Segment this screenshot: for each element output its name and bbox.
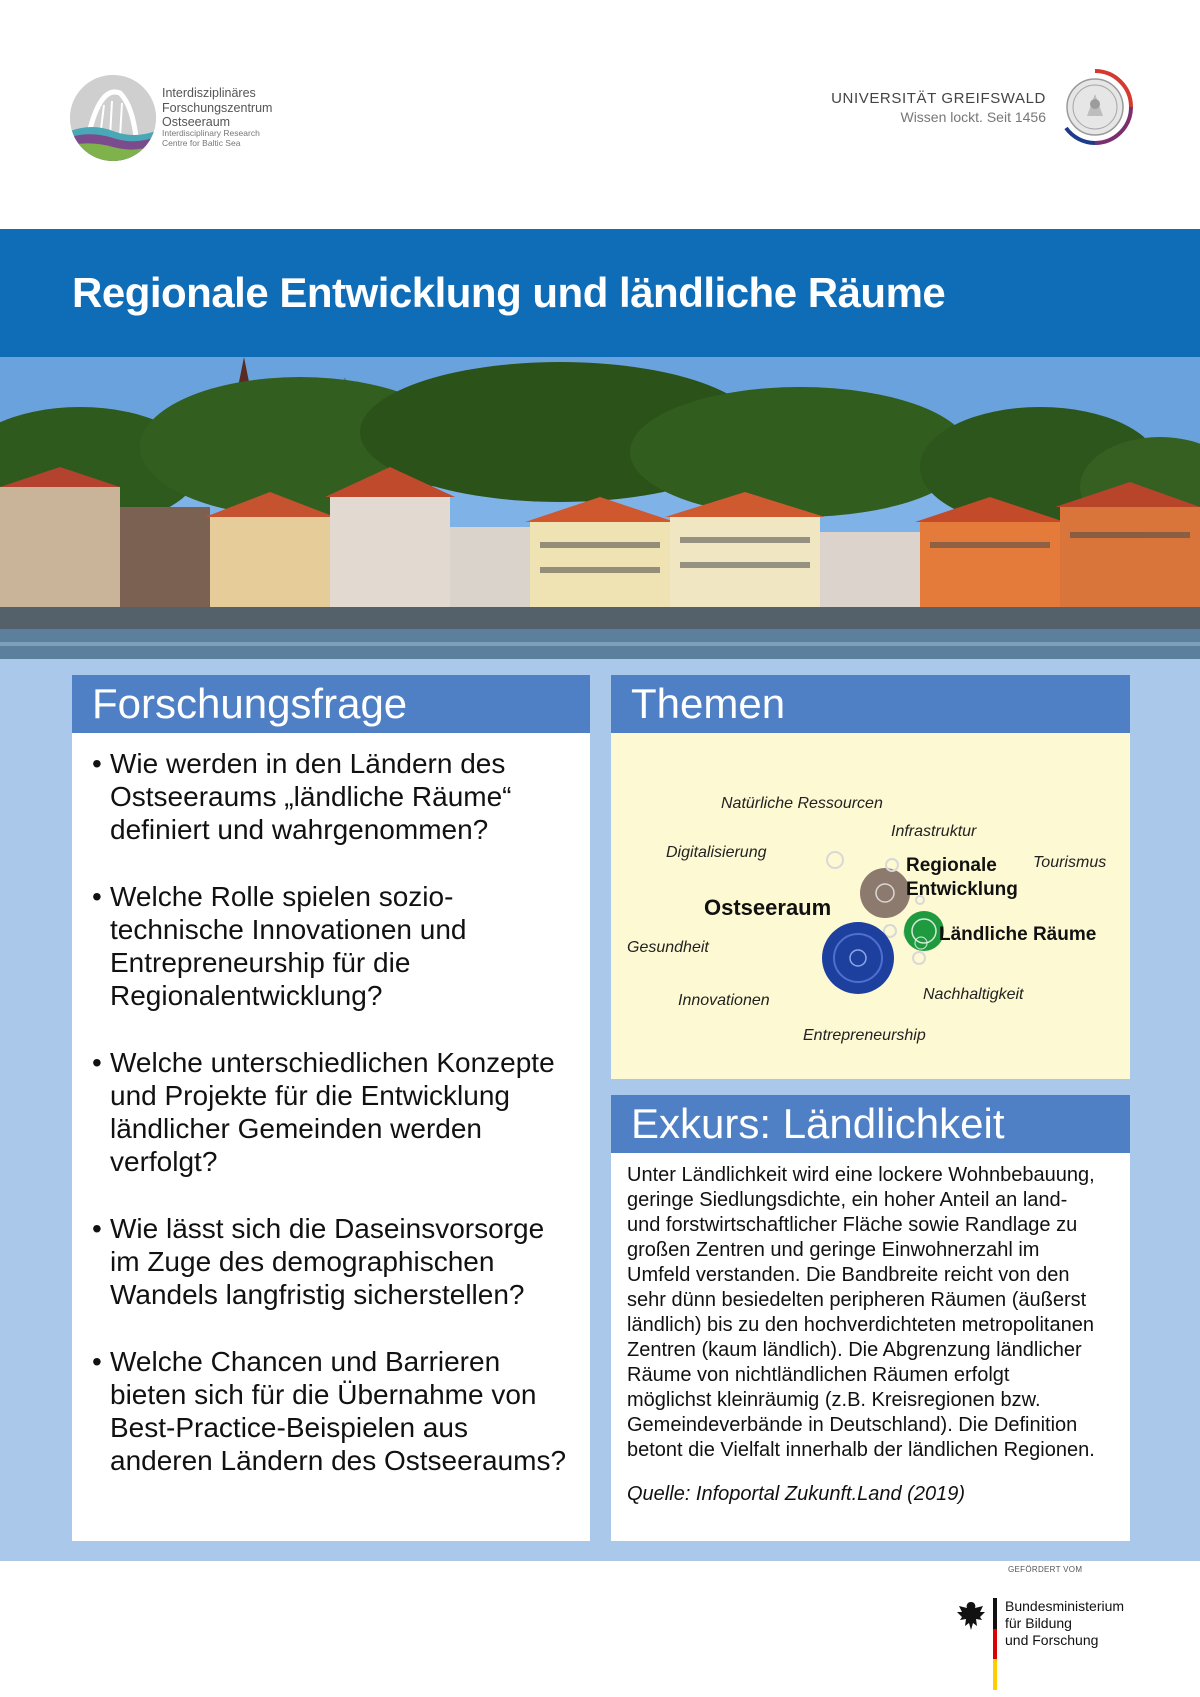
university-name: UNIVERSITÄT GREIFSWALD [831, 89, 1046, 107]
bmbf-logo [953, 1598, 1124, 1690]
exkurs-line: sehr dünn besiedelten peripheren Räumen (äußerst [627, 1289, 1087, 1311]
federal-eagle-icon [953, 1598, 989, 1634]
question-item: • Welche unterschiedlichen Konzepte und Projekte für die Entwicklung ländlicher Gemeinden werden verfolgt? [92, 1046, 570, 1178]
exkurs-line: möglichst kleinräumig (z.B. Kreisregionen bzw. [627, 1389, 1041, 1411]
tag-ostseeraum: Ostseeraum [704, 895, 832, 920]
ifzo-name-en-line2: Centre for Baltic Sea [162, 138, 241, 149]
exkurs-line: Räume von nichtländlichen Räumen erfolgt [627, 1364, 1010, 1386]
exkurs-text [611, 1153, 1130, 1463]
regional-bubble [860, 868, 910, 918]
tag-infrastruktur: Infrastruktur [891, 823, 977, 840]
tag-tourismus: Tourismus [1033, 854, 1107, 871]
tag-nachhaltigkeit: Nachhaltigkeit [923, 986, 1024, 1003]
university-slogan: Wissen lockt. Seit 1456 [900, 108, 1046, 125]
tag-natuerliche-ressourcen: Natürliche Ressourcen [721, 795, 883, 812]
forschungsfrage-panel [72, 733, 590, 1541]
tag-innovationen: Innovationen [678, 992, 770, 1009]
town-harbour-photo [0, 357, 1200, 659]
ostseeraum-bubble [822, 922, 894, 994]
question-item: • Wie lässt sich die Daseinsvorsorge im Zuge des demographischen Wandels langfristig sicherstellen? [92, 1212, 570, 1311]
exkurs-line: Unter Ländlichkeit wird eine lockere Wohnbebauung, [627, 1164, 1095, 1186]
question-item: • Welche Chancen und Barrieren bieten sich für die Übernahme von Best-Practice-Beispielen aus anderen Ländern des Ostseeraums? [92, 1345, 570, 1477]
exkurs-panel [611, 1153, 1130, 1541]
content-area [0, 659, 1200, 1561]
exkurs-line: geringe Siedlungsdichte, ein hoher Anteil an land- [627, 1189, 1068, 1211]
exkurs-heading: Exkurs: Ländlichkeit [611, 1095, 1130, 1153]
ifzo-name-line2: Forschungszentrum [162, 100, 273, 115]
ministry-name-line1: Bundesministerium [1005, 1598, 1125, 1614]
tag-regionale-line2: Entwicklung [906, 879, 1018, 900]
exkurs-line: und forstwirtschaftlicher Fläche sowie Randlage zu [627, 1214, 1078, 1236]
title-banner [0, 229, 1200, 357]
exkurs-line: Gemeindeverbände in Deutschland). Die Definition [627, 1414, 1078, 1436]
tag-entrepreneurship: Entrepreneurship [803, 1027, 926, 1044]
question-list [72, 733, 590, 1477]
page-title: Regionale Entwicklung und ländliche Räume [72, 269, 946, 316]
tag-regionale-line1: Regionale [906, 855, 997, 876]
university-logo [831, 68, 1134, 146]
university-seal-icon [1056, 68, 1134, 146]
ifzo-name-en-line1: Interdisciplinary Research [162, 128, 260, 139]
themen-heading: Themen [611, 675, 1130, 733]
ifzo-logo [70, 70, 310, 165]
exkurs-line: ländlich) bis zu den hochverdichteten metropolitanen [627, 1314, 1094, 1336]
exkurs-line: betont die Vielfalt innerhalb der ländlichen Regionen. [627, 1439, 1095, 1461]
laendlich-bubble [904, 911, 944, 951]
themen-panel [611, 733, 1130, 1079]
ifzo-name-line3: Ostseeraum [162, 114, 231, 129]
small-bubble [913, 952, 925, 964]
exkurs-source: Quelle: Infoportal Zukunft.Land (2019) [627, 1483, 965, 1505]
ifzo-name-line1: Interdisziplinäres [162, 86, 256, 101]
ministry-name-line2: für Bildung [1005, 1615, 1072, 1631]
exkurs-line: Umfeld verstanden. Die Bandbreite reicht von den [627, 1264, 1070, 1286]
ifzo-emblem [70, 75, 156, 161]
funded-by-label: GEFÖRDERT VOM [1008, 1565, 1083, 1574]
exkurs-line: großen Zentren und geringe Einwohnerzahl im [627, 1239, 1040, 1261]
ministry-name-line3: und Forschung [1005, 1632, 1099, 1648]
tag-regionale-entwicklung [906, 854, 1018, 902]
question-item: • Welche Rolle spielen sozio-technische Innovationen und Entrepreneurship für die Regionalentwicklung? [92, 880, 570, 1012]
small-bubble [827, 852, 843, 868]
tag-gesundheit: Gesundheit [627, 939, 709, 956]
exkurs-line: Zentren (kaum ländlich). Die Abgrenzung ländlicher [627, 1339, 1082, 1361]
tag-digitalisierung: Digitalisierung [666, 844, 767, 861]
forschungsfrage-heading: Forschungsfrage [72, 675, 590, 733]
tag-laendliche-raeume: Ländliche Räume [939, 924, 1097, 945]
question-item: • Wie werden in den Ländern des Ostseeraums „ländliche Räume“ definiert und wahrgenommen? [92, 747, 570, 846]
german-flag-stripe [993, 1598, 997, 1690]
